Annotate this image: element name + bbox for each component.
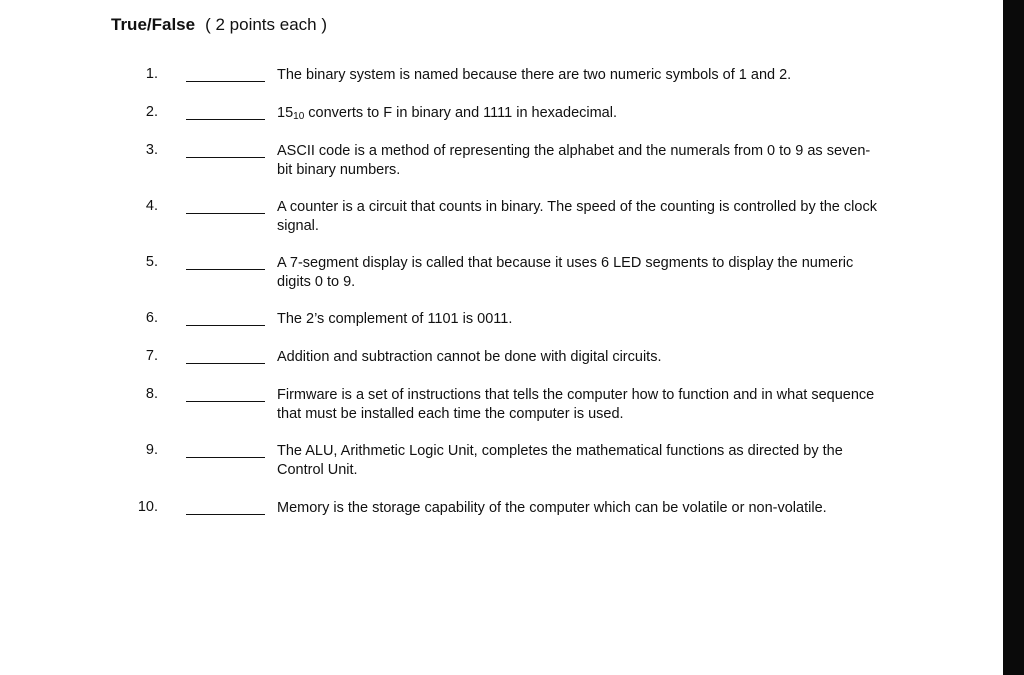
question-number: 7. — [145, 348, 158, 364]
question-number: 4. — [145, 198, 158, 214]
question-number: 9. — [145, 442, 158, 458]
question-text: A 7-segment display is called that because it uses 6 LED segments to display the numeric digits 0 to 9. — [277, 255, 854, 290]
answer-blank[interactable] — [186, 81, 265, 82]
section-subtitle: ( 2 points each ) — [205, 15, 328, 34]
answer-blank[interactable] — [186, 269, 265, 270]
question-text: Memory is the storage capability of the computer which can be volatile or non-volatile. — [277, 500, 827, 516]
question-text: ASCII code is a method of representing the alphabet and the numerals from 0 to 9 as seven-bit binary numbers. — [277, 143, 871, 178]
question-text: Addition and subtraction cannot be done with digital circuits. — [277, 349, 662, 365]
question-text — [277, 104, 877, 123]
question-text: The binary system is named because there are two numeric symbols of 1 and 2. — [277, 67, 792, 83]
answer-blank[interactable] — [186, 157, 265, 158]
window-edge — [1003, 0, 1024, 675]
base-number: 15 — [277, 105, 294, 121]
question-text-rest: converts to F in binary and 1111 in hexadecimal. — [304, 105, 617, 121]
answer-blank[interactable] — [186, 119, 265, 120]
base-subscript: 10 — [293, 111, 305, 122]
question-number: 6. — [145, 310, 158, 326]
answer-blank[interactable] — [186, 325, 265, 326]
question-number: 3. — [145, 142, 158, 158]
answer-blank[interactable] — [186, 457, 265, 458]
answer-blank[interactable] — [186, 363, 265, 364]
question-text: The 2’s complement of 1101 is 0011. — [277, 311, 513, 327]
question-text: The ALU, Arithmetic Logic Unit, completes the mathematical functions as directed by the Control Unit. — [277, 443, 843, 478]
question-text: A counter is a circuit that counts in binary. The speed of the counting is controlled by the clock signal. — [277, 199, 877, 234]
question-number: 2. — [145, 104, 158, 120]
question-number: 10. — [137, 499, 158, 515]
question-number: 8. — [145, 386, 158, 402]
question-number: 1. — [145, 66, 158, 82]
answer-blank[interactable] — [186, 401, 265, 402]
section-heading — [111, 15, 327, 35]
question-number: 5. — [145, 254, 158, 270]
question-text: Firmware is a set of instructions that tells the computer how to function and in what sequence that must be installed each time the computer is used. — [277, 387, 875, 422]
answer-blank[interactable] — [186, 213, 265, 214]
section-title: True/False — [111, 15, 196, 34]
answer-blank[interactable] — [186, 514, 265, 515]
